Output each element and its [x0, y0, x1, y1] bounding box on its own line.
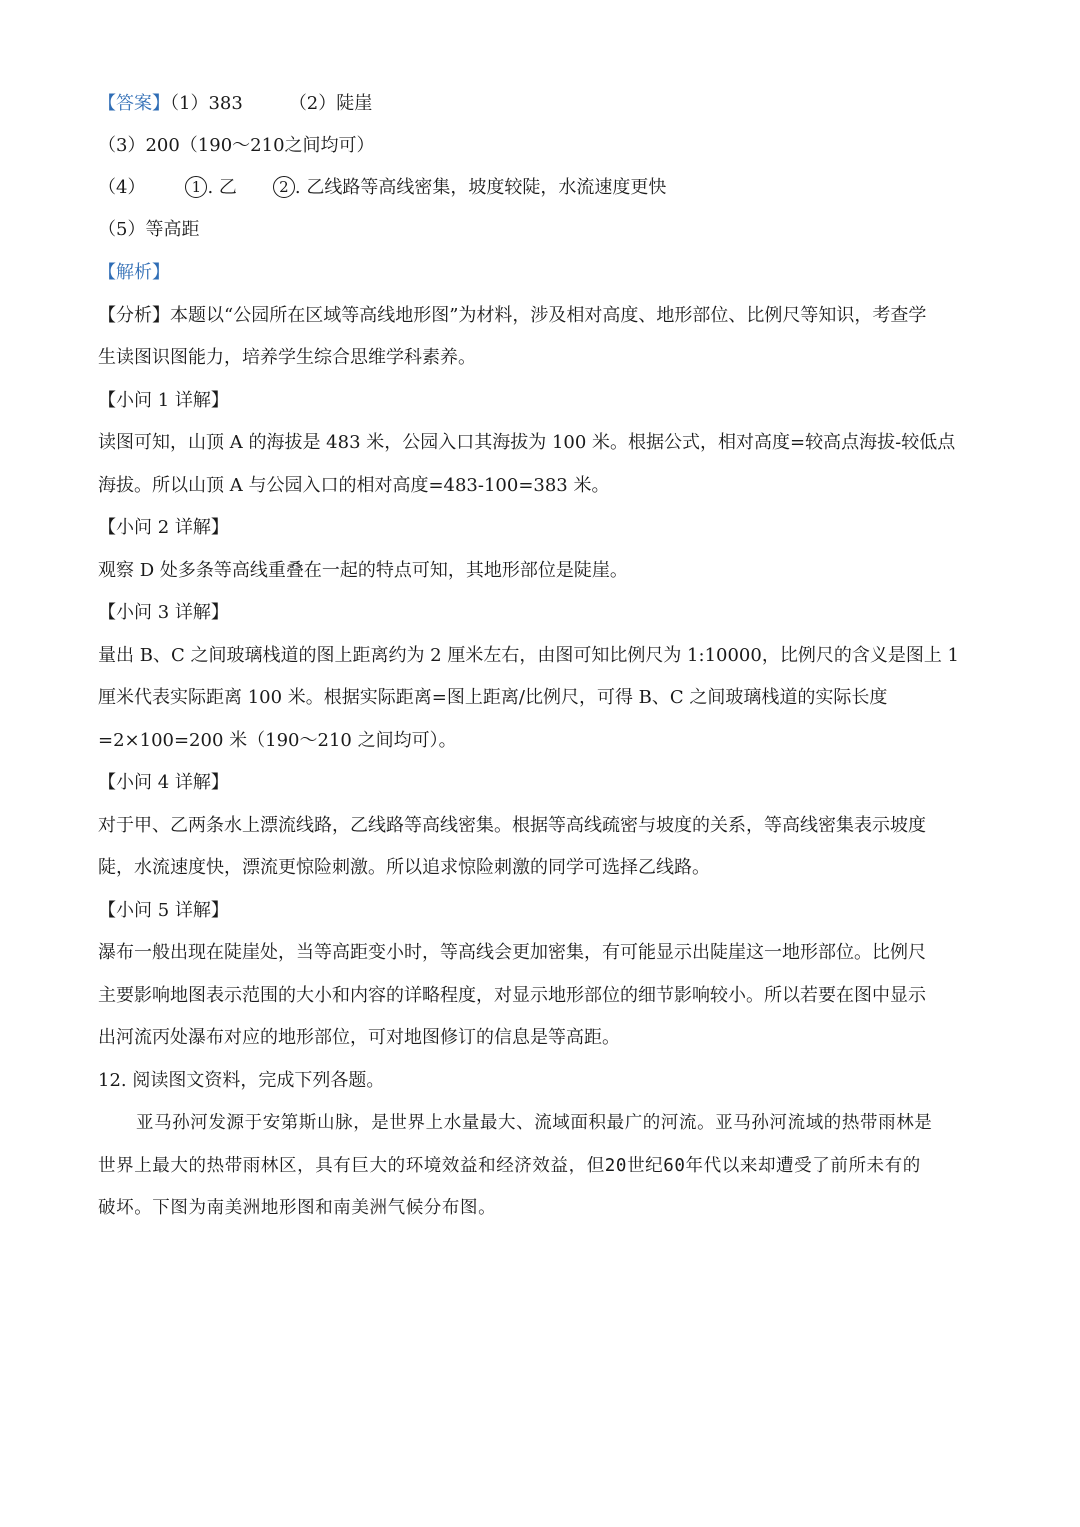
analysis-overview-line-1: 【分析】本题以“公园所在区域等高线地形图”为材料，涉及相对高度、地形部位、比例尺等知识，考查学	[98, 305, 927, 326]
answer-q2: （2）陡崖	[288, 93, 373, 114]
q1-detail-heading: 【小问 1 详解】	[98, 390, 229, 411]
q5-detail-heading: 【小问 5 详解】	[98, 900, 229, 921]
q4-detail-line-1: 对于甲、乙两条水上漂流线路，乙线路等高线密集。根据等高线疏密与坡度的关系，等高线密集表示坡度	[98, 815, 926, 836]
question-12-title: 12. 阅读图文资料，完成下列各题。	[98, 1070, 385, 1091]
q4-detail-line-2: 陡，水流速度快，漂流更惊险刺激。所以追求惊险刺激的同学可选择乙线路。	[98, 857, 710, 878]
analysis-label: 【解析】	[98, 262, 170, 283]
question-12-passage-line-3: 破坏。下图为南美洲地形图和南美洲气候分布图。	[98, 1198, 497, 1218]
answer-q4-part2: . 乙线路等高线密集，坡度较陡，水流速度更快	[294, 177, 667, 198]
answer-label: 【答案】	[98, 93, 170, 114]
q2-detail-heading: 【小问 2 详解】	[98, 517, 229, 538]
q3-detail-line-2: 厘米代表实际距离 100 米。根据实际距离=图上距离/比例尺，可得 B、C 之间玻璃栈道的实际长度	[98, 687, 888, 708]
q1-detail-line-2: 海拔。所以山顶 A 与公园入口的相对高度=483-100=383 米。	[98, 475, 610, 496]
answer-q5: （5）等高距	[98, 219, 200, 240]
question-12-passage-line-2: 世界上最大的热带雨林区，具有巨大的环境效益和经济效益，但20世纪60年代以来却遭受了前所未有的	[98, 1156, 921, 1176]
circled-number-2: 2	[273, 176, 295, 198]
question-12-passage-line-1: 亚马孙河发源于安第斯山脉，是世界上水量最大、流域面积最广的河流。亚马孙河流域的热带雨林是	[136, 1113, 933, 1133]
q4-detail-heading: 【小问 4 详解】	[98, 772, 229, 793]
circled-number-1: 1	[185, 176, 207, 198]
answer-line-4	[98, 176, 666, 200]
answer-q4-number: （4）	[98, 177, 146, 198]
q3-detail-line-1: 量出 B、C 之间玻璃栈道的图上距离约为 2 厘米左右，由图可知比例尺为 1:10000，比例尺的含义是图上 1	[98, 645, 960, 666]
q3-detail-line-3: =2×100=200 米（190～210 之间均可）。	[98, 730, 457, 751]
q5-detail-line-3: 出河流丙处瀑布对应的地形部位，可对地图修订的信息是等高距。	[98, 1027, 620, 1048]
analysis-overview-line-2: 生读图识图能力，培养学生综合思维学科素养。	[98, 347, 476, 368]
q1-detail-line-1: 读图可知，山顶 A 的海拔是 483 米，公园入口其海拔为 100 米。根据公式，相对高度=较高点海拔-较低点	[98, 432, 956, 453]
answer-q4-part1: . 乙	[207, 177, 237, 198]
q5-detail-line-1: 瀑布一般出现在陡崖处，当等高距变小时，等高线会更加密集，有可能显示出陡崖这一地形部位。比例尺	[98, 942, 926, 963]
answer-q1: （1）383	[170, 93, 243, 114]
answer-line-1	[98, 92, 372, 116]
q5-detail-line-2: 主要影响地图表示范围的大小和内容的详略程度，对显示地形部位的细节影响较小。所以若要在图中显示	[98, 985, 926, 1006]
q3-detail-heading: 【小问 3 详解】	[98, 602, 229, 623]
answer-q3: （3）200（190～210之间均可）	[98, 135, 375, 156]
q2-detail-line-1: 观察 D 处多条等高线重叠在一起的特点可知，其地形部位是陡崖。	[98, 560, 628, 581]
